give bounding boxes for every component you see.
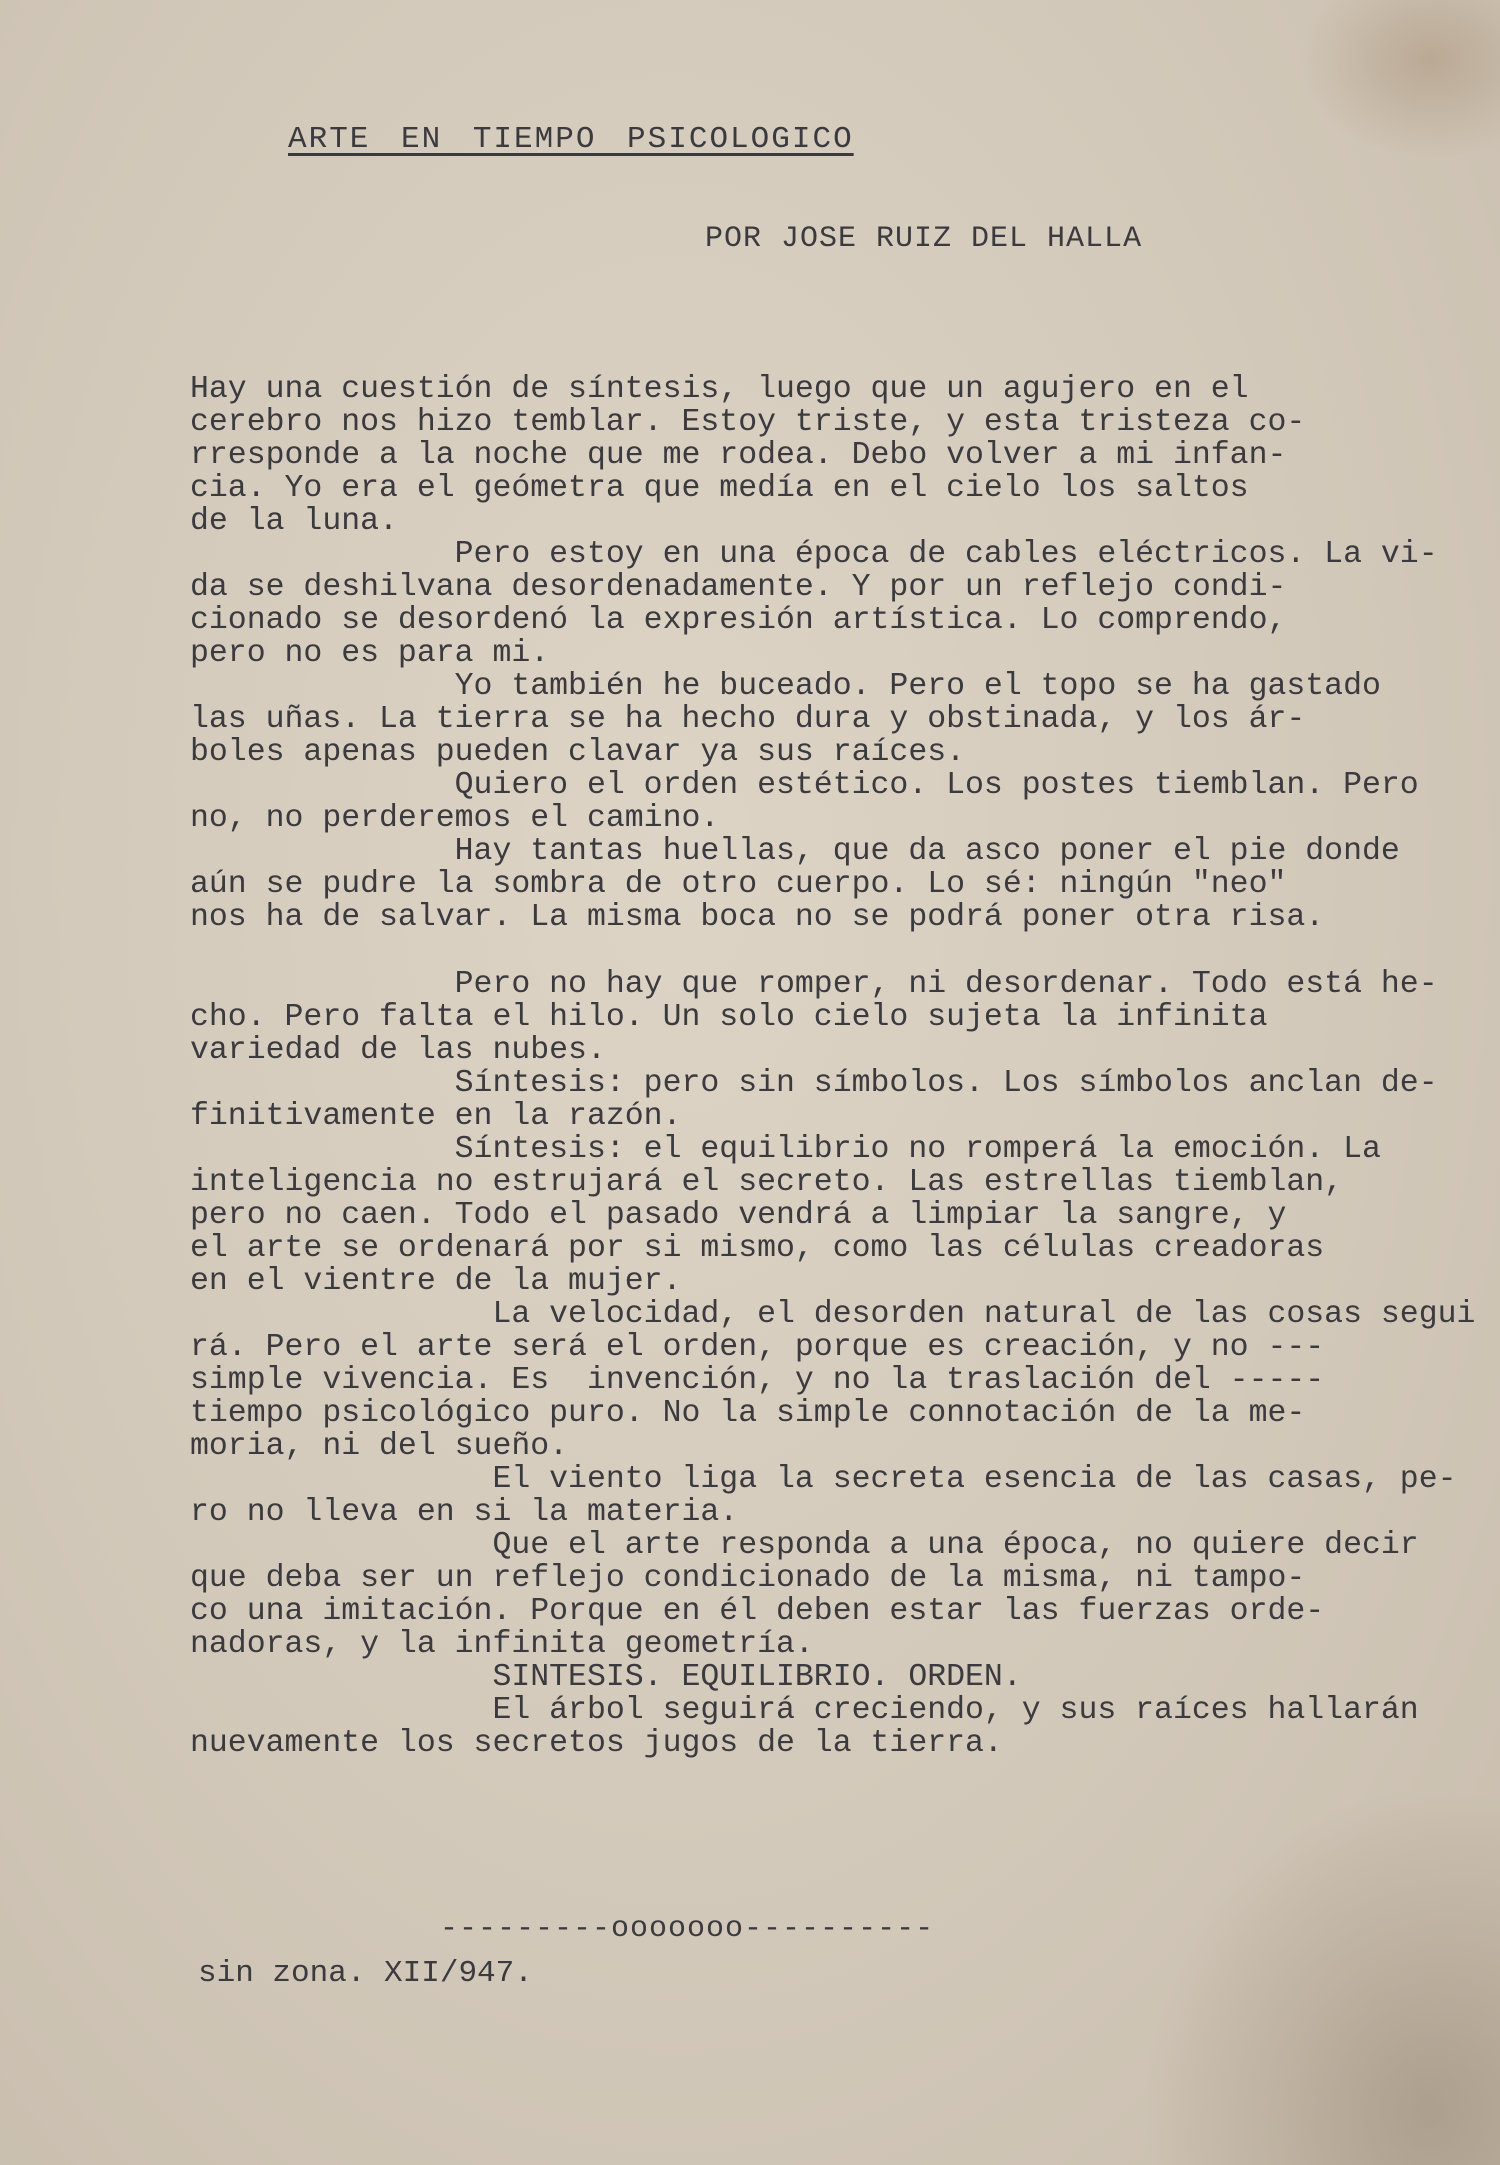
text-line: aún se pudre la sombra de otro cuerpo. Lo sé: ningún "neo" — [190, 867, 1287, 902]
text-line: nuevamente los secretos jugos de la tierra. — [190, 1726, 1003, 1761]
text-line: La velocidad, el desorden natural de las cosas segui — [190, 1297, 1476, 1332]
text-line: no, no perderemos el camino. — [190, 801, 720, 836]
text-line: rá. Pero el arte será el orden, porque es creación, y no --- — [190, 1330, 1325, 1365]
text-line: las uñas. La tierra se ha hecho dura y obstinada, y los ár- — [190, 702, 1306, 737]
text-line: finitivamente en la razón. — [190, 1099, 682, 1134]
text-line: El árbol seguirá creciendo, y sus raíces hallarán — [190, 1693, 1419, 1728]
text-line: Quiero el orden estético. Los postes tiemblan. Pero — [190, 768, 1419, 803]
paper-stain — [1140, 1785, 1500, 2165]
paper-stain — [1300, 0, 1500, 160]
separator: ---------ooooooo---------- — [440, 1912, 935, 1946]
text-line: nadoras, y la infinita geometría. — [190, 1627, 814, 1662]
text-line: cia. Yo era el geómetra que medía en el cielo los saltos — [190, 471, 1249, 506]
text-line: Que el arte responda a una época, no quiere decir — [190, 1528, 1419, 1563]
text-line: cerebro nos hizo temblar. Estoy triste, y esta tristeza co- — [190, 405, 1306, 440]
text-line: Hay tantas huellas, que da asco poner el pie donde — [190, 834, 1400, 869]
text-line: en el vientre de la mujer. — [190, 1264, 682, 1299]
text-line: co una imitación. Porque en él deben estar las fuerzas orde- — [190, 1594, 1325, 1629]
text-line: pero no es para mi. — [190, 636, 550, 671]
text-line: Pero no hay que romper, ni desordenar. Todo está he- — [190, 967, 1438, 1002]
document-title: ARTE EN TIEMPO PSICOLOGICO — [288, 122, 854, 157]
text-line: ro no lleva en si la materia. — [190, 1495, 739, 1530]
text-line: que deba ser un reflejo condicionado de la misma, ni tampo- — [190, 1561, 1306, 1596]
author-line: POR JOSE RUIZ DEL HALLA — [705, 222, 1143, 256]
text-line: de la luna. — [190, 504, 398, 539]
text-line: Pero estoy en una época de cables eléctricos. La vi- — [190, 537, 1438, 572]
text-line: tiempo psicológico puro. No la simple connotación de la me- — [190, 1396, 1306, 1431]
text-line: inteligencia no estrujará el secreto. Las estrellas tiemblan, — [190, 1165, 1344, 1200]
signature-line: sin zona. XII/947. — [198, 1956, 533, 1991]
text-line: cionado se desordenó la expresión artística. Lo comprendo, — [190, 603, 1287, 638]
text-line: moria, ni del sueño. — [190, 1429, 569, 1464]
text-line: cho. Pero falta el hilo. Un solo cielo sujeta la infinita — [190, 1000, 1268, 1035]
body-text — [190, 372, 1476, 1761]
text-line: da se deshilvana desordenadamente. Y por un reflejo condi- — [190, 570, 1287, 605]
text-line: El viento liga la secreta esencia de las casas, pe- — [190, 1462, 1457, 1497]
text-line: simple vivencia. Es invención, y no la traslación del ----- — [190, 1363, 1325, 1398]
text-line: el arte se ordenará por si mismo, como las células creadoras — [190, 1231, 1325, 1266]
text-line: SINTESIS. EQUILIBRIO. ORDEN. — [190, 1660, 1022, 1695]
paragraph-gap — [190, 934, 1420, 968]
text-line: Síntesis: pero sin símbolos. Los símbolos anclan de- — [190, 1066, 1438, 1101]
text-line: Hay una cuestión de síntesis, luego que un agujero en el — [190, 372, 1249, 407]
text-line: Yo también he buceado. Pero el topo se ha gastado — [190, 669, 1381, 704]
text-line: variedad de las nubes. — [190, 1033, 606, 1068]
text-line: Síntesis: el equilibrio no romperá la emoción. La — [190, 1132, 1381, 1167]
text-line: nos ha de salvar. La misma boca no se podrá poner otra risa. — [190, 900, 1325, 935]
text-line: boles apenas pueden clavar ya sus raíces. — [190, 735, 966, 770]
text-line: pero no caen. Todo el pasado vendrá a limpiar la sangre, y — [190, 1198, 1287, 1233]
text-line: rresponde a la noche que me rodea. Debo volver a mi infan- — [190, 438, 1287, 473]
